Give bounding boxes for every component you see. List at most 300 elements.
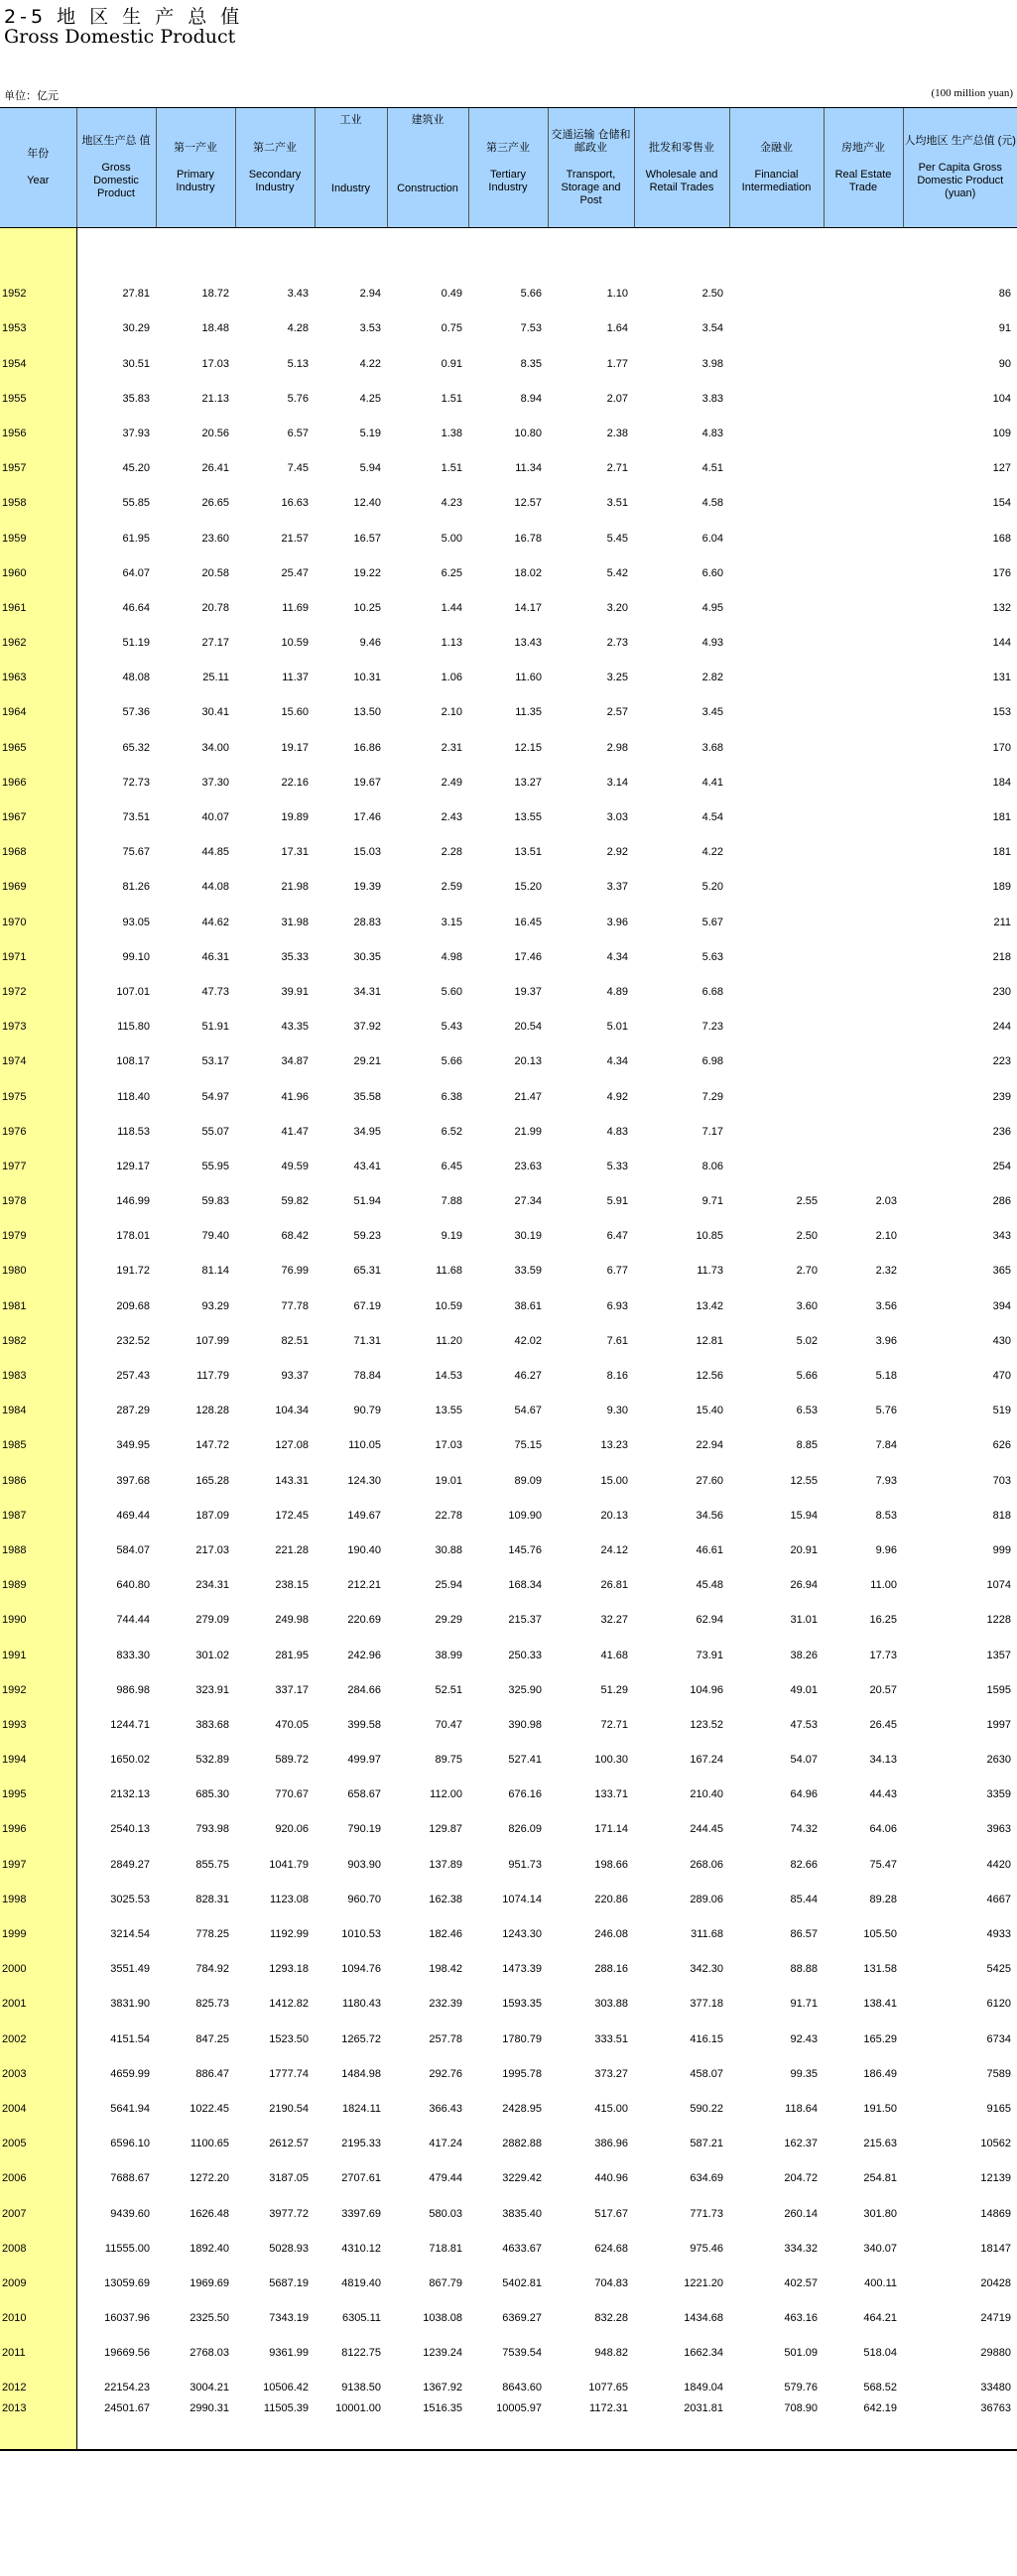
value-cell: 828.31 [195, 1893, 229, 1905]
value-cell: 32.27 [600, 1614, 628, 1627]
value-cell [824, 1141, 903, 1175]
value-cell: 28.83 [353, 916, 381, 928]
col-header-wholesale: 批发和零售业 Wholesale and Retail Trades [634, 108, 729, 228]
value-cell: 53.17 [201, 1055, 229, 1068]
value-cell: 27.81 [122, 288, 150, 301]
value-cell: 288.16 [594, 1963, 628, 1976]
value-cell: 209.68 [116, 1299, 150, 1312]
value-cell: 12.55 [790, 1474, 818, 1487]
value-cell: 238.15 [275, 1579, 309, 1592]
value-cell: 8.35 [520, 357, 542, 370]
value-cell: 9.46 [359, 637, 381, 650]
year-cell: 2004 [0, 2083, 76, 2118]
value-cell [729, 826, 824, 861]
value-cell: 41.68 [600, 1649, 628, 1661]
value-cell: 1100.65 [191, 2138, 229, 2150]
value-cell: 249.98 [275, 1614, 309, 1627]
value-cell: 16.25 [869, 1614, 897, 1627]
value-cell: 190.40 [347, 1543, 381, 1556]
value-cell: 568.52 [863, 2382, 897, 2394]
value-cell: 519 [992, 1405, 1011, 1417]
table-row [0, 2083, 1017, 2118]
table-row [0, 1874, 1017, 1908]
col-header-per-capita: 人均地区 生产总值 (元) Per Capita Gross Domestic Product (yuan) [903, 108, 1017, 228]
value-cell: 7.29 [701, 1090, 723, 1103]
value-cell: 244 [992, 1021, 1011, 1034]
value-cell: 11505.39 [235, 2396, 315, 2450]
value-cell [824, 268, 903, 303]
value-cell: 0.91 [441, 357, 462, 370]
value-cell: 75.47 [869, 1858, 897, 1871]
value-cell: 93.05 [122, 916, 150, 928]
value-cell: 1593.35 [502, 1998, 542, 2011]
value-cell: 7.61 [606, 1334, 628, 1347]
table-row [0, 373, 1017, 408]
value-cell: 81.14 [201, 1265, 229, 1278]
value-cell: 21.99 [514, 1125, 542, 1138]
value-cell [729, 617, 824, 652]
value-cell: 3.98 [701, 357, 723, 370]
value-cell: 1995.78 [502, 2067, 542, 2080]
value-cell: 24719 [980, 2312, 1011, 2325]
value-cell: 64.96 [790, 1788, 818, 1801]
year-cell: 2010 [0, 2292, 76, 2327]
value-cell [824, 931, 903, 966]
value-cell: 29.29 [435, 1614, 462, 1627]
value-cell: 501.09 [784, 2347, 818, 2360]
value-cell: 99.35 [790, 2067, 818, 2080]
value-cell: 44.08 [201, 881, 229, 894]
table-row [0, 1315, 1017, 1350]
value-cell: 234.31 [195, 1579, 229, 1592]
value-cell: 107.01 [116, 985, 150, 998]
col-header-secondary: 第二产业 Secondary Industry [235, 108, 315, 228]
value-cell: 230 [992, 985, 1011, 998]
value-cell: 77.78 [281, 1299, 309, 1312]
table-row [0, 1001, 1017, 1036]
value-cell: 3.54 [701, 322, 723, 335]
value-cell: 5.20 [701, 881, 723, 894]
value-cell [729, 1070, 824, 1105]
value-cell: 184 [992, 776, 1011, 789]
col-header-year: 年份 Year [0, 108, 76, 228]
value-cell: 204.72 [784, 2172, 818, 2185]
value-cell: 6.52 [441, 1125, 462, 1138]
value-cell: 847.25 [195, 2032, 229, 2045]
value-cell: 920.06 [275, 1823, 309, 1836]
value-cell: 9.96 [875, 1543, 897, 1556]
value-cell: 198.42 [429, 1963, 462, 1976]
value-cell: 470 [992, 1370, 1011, 1382]
year-cell: 2000 [0, 1943, 76, 1978]
value-cell: 4659.99 [110, 2067, 150, 2080]
value-cell: 22.16 [281, 776, 309, 789]
value-cell: 960.70 [347, 1893, 381, 1905]
value-cell: 2.07 [606, 392, 628, 405]
table-row [0, 2258, 1017, 2292]
value-cell: 1595 [986, 1683, 1011, 1696]
table-row [0, 721, 1017, 756]
value-cell: 137.89 [429, 1858, 462, 1871]
value-cell: 5.19 [359, 427, 381, 439]
value-cell: 16.57 [353, 532, 381, 545]
value-cell [729, 757, 824, 792]
value-cell: 1.13 [441, 637, 462, 650]
value-cell: 16.45 [514, 916, 542, 928]
table-row [0, 408, 1017, 442]
value-cell: 402.57 [784, 2276, 818, 2289]
value-cell: 12.15 [514, 741, 542, 754]
value-cell: 10.80 [514, 427, 542, 439]
year-cell: 1977 [0, 1141, 76, 1175]
value-cell: 397.68 [116, 1474, 150, 1487]
table-row [0, 268, 1017, 303]
value-cell: 36763 [903, 2396, 1017, 2450]
value-cell: 49.01 [790, 1683, 818, 1696]
value-cell: 46.64 [122, 601, 150, 614]
value-cell: 5.60 [441, 985, 462, 998]
value-cell: 37.30 [201, 776, 229, 789]
year-cell: 1992 [0, 1664, 76, 1699]
value-cell: 3.45 [701, 706, 723, 719]
table-row [0, 1490, 1017, 1525]
value-cell: 89.28 [869, 1893, 897, 1905]
value-cell: 31.98 [281, 916, 309, 928]
value-cell: 1180.43 [342, 1998, 381, 2011]
value-cell: 415.00 [594, 2102, 628, 2115]
value-cell: 2.43 [441, 811, 462, 823]
value-cell: 1.10 [606, 288, 628, 301]
value-cell: 416.15 [690, 2032, 723, 2045]
value-cell: 67.19 [353, 1299, 381, 1312]
table-row [0, 2013, 1017, 2047]
value-cell: 92.43 [790, 2032, 818, 2045]
value-cell: 93.29 [201, 1299, 229, 1312]
value-cell: 9138.50 [341, 2382, 381, 2394]
value-cell: 1.77 [606, 357, 628, 370]
value-cell: 3.53 [359, 322, 381, 335]
value-cell: 5.94 [359, 462, 381, 475]
value-cell: 8643.60 [502, 2382, 542, 2394]
value-cell: 3.60 [796, 1299, 818, 1312]
value-cell: 7.23 [701, 1021, 723, 1034]
value-cell: 109 [992, 427, 1011, 439]
value-cell: 18.02 [514, 566, 542, 579]
value-cell: 75.15 [514, 1439, 542, 1452]
table-row [0, 652, 1017, 686]
value-cell: 145.76 [508, 1543, 542, 1556]
value-cell [729, 792, 824, 826]
value-cell: 5.66 [796, 1370, 818, 1382]
value-cell: 257.78 [429, 2032, 462, 2045]
year-cell: 1965 [0, 721, 76, 756]
value-cell: 281.95 [275, 1649, 309, 1661]
col-header-financial: 金融业 Financial Intermediation [729, 108, 824, 228]
value-cell: 30.51 [122, 357, 150, 370]
value-cell: 6.68 [701, 985, 723, 998]
value-cell: 11.68 [436, 1265, 462, 1278]
value-cell: 463.16 [784, 2312, 818, 2325]
value-cell: 303.88 [594, 1998, 628, 2011]
value-cell: 855.75 [195, 1858, 229, 1871]
value-cell: 43.41 [353, 1160, 381, 1172]
value-cell: 65.32 [122, 741, 150, 754]
value-cell: 8.06 [701, 1160, 723, 1172]
value-cell: 15.60 [281, 706, 309, 719]
value-cell: 3229.42 [502, 2172, 542, 2185]
year-cell: 1987 [0, 1490, 76, 1525]
value-cell: 7.53 [520, 322, 542, 335]
value-cell: 685.30 [195, 1788, 229, 1801]
value-cell [729, 337, 824, 372]
year-cell: 1962 [0, 617, 76, 652]
value-cell: 168.34 [508, 1579, 542, 1592]
value-cell [824, 966, 903, 1001]
value-cell: 5.18 [875, 1370, 897, 1382]
value-cell: 17.03 [435, 1439, 462, 1452]
value-cell: 642.19 [824, 2396, 903, 2450]
value-cell: 138.41 [863, 1998, 897, 2011]
table-row [0, 1978, 1017, 2013]
value-cell: 88.88 [790, 1963, 818, 1976]
value-cell: 22154.23 [104, 2382, 150, 2394]
value-cell: 191.50 [863, 2102, 897, 2115]
value-cell [824, 1001, 903, 1036]
value-cell: 68.42 [281, 1230, 309, 1243]
year-cell: 1994 [0, 1734, 76, 1769]
year-cell: 1961 [0, 582, 76, 617]
year-cell: 1993 [0, 1699, 76, 1734]
value-cell: 26.81 [600, 1579, 628, 1592]
value-cell: 215.37 [508, 1614, 542, 1627]
value-cell: 127.08 [275, 1439, 309, 1452]
value-cell [729, 512, 824, 547]
value-cell: 8.94 [520, 392, 542, 405]
table-row [0, 1594, 1017, 1629]
table-row [0, 548, 1017, 582]
table-row [0, 1838, 1017, 1873]
value-cell: 18.72 [201, 288, 229, 301]
value-cell: 34.95 [353, 1125, 381, 1138]
value-cell: 13.51 [514, 846, 542, 859]
value-cell: 464.21 [863, 2312, 897, 2325]
value-cell: 5.91 [606, 1195, 628, 1208]
value-cell: 30.35 [353, 950, 381, 963]
value-cell: 34.00 [201, 741, 229, 754]
value-cell: 333.51 [594, 2032, 628, 2045]
value-cell: 3835.40 [502, 2207, 542, 2220]
value-cell: 14.53 [435, 1370, 462, 1382]
value-cell: 44.62 [201, 916, 229, 928]
value-cell: 11.20 [436, 1334, 462, 1347]
col-header-construction: 建筑业 Construction [387, 108, 468, 228]
table-row [0, 2292, 1017, 2327]
value-cell: 4.83 [701, 427, 723, 439]
value-cell: 499.97 [347, 1754, 381, 1767]
value-cell: 165.28 [195, 1474, 229, 1487]
value-cell: 59.83 [201, 1195, 229, 1208]
value-cell: 4.25 [359, 392, 381, 405]
value-cell: 93.37 [281, 1370, 309, 1382]
value-cell: 3.51 [606, 497, 628, 510]
value-cell: 118.64 [785, 2102, 818, 2115]
year-cell: 1969 [0, 861, 76, 896]
value-cell: 128.28 [195, 1405, 229, 1417]
value-cell: 14.17 [514, 601, 542, 614]
value-cell: 323.91 [195, 1683, 229, 1696]
value-cell: 37.92 [353, 1021, 381, 1034]
value-cell: 1293.18 [269, 1963, 309, 1976]
value-cell: 221.28 [275, 1543, 309, 1556]
value-cell: 1.38 [441, 427, 462, 439]
value-cell: 2540.13 [110, 1823, 150, 1836]
value-cell: 4.93 [701, 637, 723, 650]
value-cell: 7539.54 [502, 2347, 542, 2360]
value-cell: 3.25 [606, 672, 628, 684]
value-cell: 46.31 [201, 950, 229, 963]
value-cell: 23.63 [514, 1160, 542, 1172]
value-cell: 17.03 [201, 357, 229, 370]
value-cell: 7343.19 [269, 2312, 309, 2325]
value-cell [729, 268, 824, 303]
value-cell: 5028.93 [269, 2242, 309, 2255]
value-cell: 20.57 [869, 1683, 897, 1696]
value-cell: 4.28 [287, 322, 309, 335]
value-cell: 4.41 [701, 776, 723, 789]
value-cell: 35.58 [353, 1090, 381, 1103]
value-cell [824, 757, 903, 792]
value-cell: 76.99 [281, 1265, 309, 1278]
table-row [0, 1629, 1017, 1663]
value-cell: 4.98 [441, 950, 462, 963]
value-cell: 8.53 [875, 1509, 897, 1522]
value-cell: 1192.99 [270, 1928, 309, 1940]
value-cell: 3.56 [875, 1299, 897, 1312]
value-cell: 82.66 [790, 1858, 818, 1871]
value-cell: 55.07 [201, 1125, 229, 1138]
value-cell: 38.99 [435, 1649, 462, 1661]
table-row [0, 1210, 1017, 1245]
value-cell: 1.51 [441, 462, 462, 475]
value-cell: 365 [992, 1265, 1011, 1278]
col-header-transport: 交通运输 仓储和邮政业 Transport, Storage and Post [548, 108, 634, 228]
value-cell: 43.35 [281, 1021, 309, 1034]
table-row [0, 2048, 1017, 2083]
value-cell: 3.43 [287, 288, 309, 301]
value-cell: 4819.40 [341, 2276, 381, 2289]
value-cell: 9.30 [606, 1405, 628, 1417]
table-row [0, 477, 1017, 512]
value-cell: 14869 [980, 2207, 1011, 2220]
value-cell: 366.43 [429, 2102, 462, 2115]
value-cell [824, 512, 903, 547]
value-cell: 2768.03 [190, 2347, 229, 2360]
table-row [0, 1280, 1017, 1314]
table-row [0, 337, 1017, 372]
value-cell: 46.61 [696, 1543, 723, 1556]
value-cell: 257.43 [116, 1370, 150, 1382]
value-cell: 334.32 [784, 2242, 818, 2255]
value-cell: 3187.05 [269, 2172, 309, 2185]
value-cell: 71.31 [353, 1334, 381, 1347]
table-row [0, 1036, 1017, 1070]
value-cell: 4.58 [701, 497, 723, 510]
year-cell: 1978 [0, 1175, 76, 1210]
value-cell: 20428 [980, 2276, 1011, 2289]
year-cell: 1968 [0, 826, 76, 861]
value-cell: 590.22 [690, 2102, 723, 2115]
value-cell [729, 477, 824, 512]
value-cell: 1780.79 [502, 2032, 542, 2045]
value-cell: 5.01 [606, 1021, 628, 1034]
value-cell: 1077.65 [588, 2382, 628, 2394]
value-cell: 37.93 [122, 427, 150, 439]
year-cell: 2001 [0, 1978, 76, 2013]
value-cell: 3214.54 [110, 1928, 150, 1940]
value-cell: 10.31 [353, 672, 381, 684]
value-cell: 5.13 [287, 357, 309, 370]
value-cell: 86.57 [790, 1928, 818, 1940]
value-cell: 5.33 [606, 1160, 628, 1172]
value-cell: 11.34 [515, 462, 542, 475]
value-cell: 35.33 [281, 950, 309, 963]
value-cell: 10506.42 [263, 2382, 309, 2394]
value-cell: 20.56 [201, 427, 229, 439]
value-cell: 19.17 [281, 741, 309, 754]
table-row [0, 1699, 1017, 1734]
year-cell: 2002 [0, 2013, 76, 2047]
value-cell: 189 [992, 881, 1011, 894]
value-cell: 790.19 [347, 1823, 381, 1836]
value-cell: 15.20 [514, 881, 542, 894]
year-cell: 1955 [0, 373, 76, 408]
value-cell [824, 686, 903, 721]
value-cell: 33.59 [514, 1265, 542, 1278]
value-cell: 254.81 [863, 2172, 897, 2185]
value-cell: 112.00 [430, 1788, 462, 1801]
value-cell: 30.29 [122, 322, 150, 335]
value-cell: 11.37 [282, 672, 309, 684]
table-row [0, 1106, 1017, 1141]
value-cell: 1221.20 [684, 2276, 723, 2289]
value-cell [824, 303, 903, 337]
value-cell: 99.10 [122, 950, 150, 963]
value-cell: 25.11 [202, 672, 229, 684]
value-cell: 64.07 [122, 566, 150, 579]
year-cell: 1995 [0, 1769, 76, 1803]
value-cell: 44.85 [201, 846, 229, 859]
value-cell: 2.10 [875, 1230, 897, 1243]
value-cell: 25.47 [281, 566, 309, 579]
table-row [0, 2187, 1017, 2222]
table-row [0, 1141, 1017, 1175]
value-cell: 1228 [986, 1614, 1011, 1627]
value-cell: 4633.67 [502, 2242, 542, 2255]
year-cell: 1957 [0, 442, 76, 477]
value-cell: 948.82 [594, 2347, 628, 2360]
value-cell: 117.79 [196, 1370, 229, 1382]
value-cell: 886.47 [195, 2067, 229, 2080]
value-cell: 144 [992, 637, 1011, 650]
value-cell [729, 1106, 824, 1141]
value-cell: 91.71 [790, 1998, 818, 2011]
value-cell: 17.46 [353, 811, 381, 823]
year-cell: 1990 [0, 1594, 76, 1629]
value-cell: 2.92 [606, 846, 628, 859]
value-cell: 33480 [980, 2382, 1011, 2394]
value-cell: 181 [992, 811, 1011, 823]
value-cell: 2.94 [359, 288, 381, 301]
